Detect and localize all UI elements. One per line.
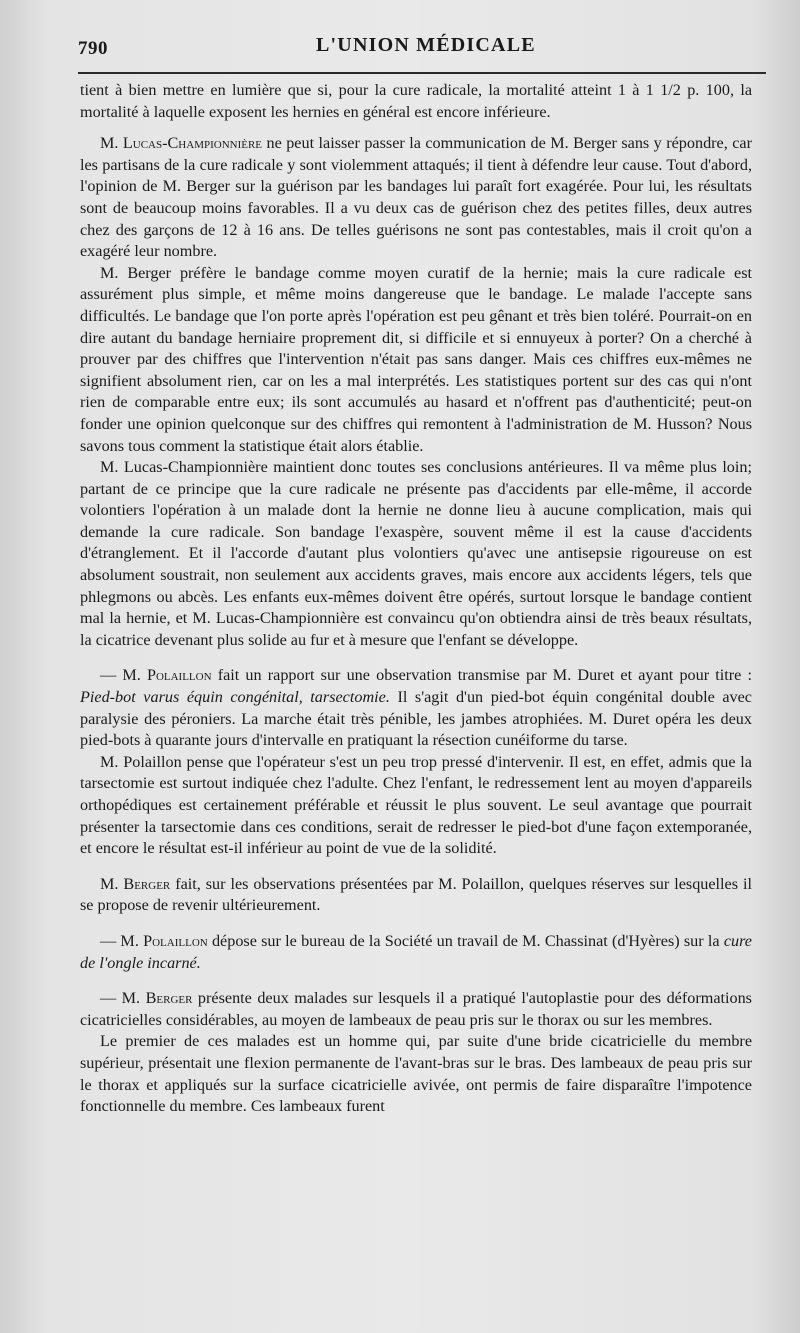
paragraph-first-patient [80,1031,752,1117]
paragraph-text: tient à bien mettre en lumière que si, pour la cure radicale, la mortalité atteint 1 à 1 1/2 p. 100, la mortalité à laquelle exposent les hernies en général est encore inférieure. [80,81,752,121]
paragraph-text: ne peut laisser passer la communication de M. Berger sans y répondre, car les partisans de la cure radicale y sont violemment attaqués; il tient à défendre leur cause. Tout d'abord, l'opinion de M. Berger sur la guérison par les bandages lui paraît fort exagérée. Pour lui, les résultats sont de beaucoup moins favorables. Il a vu deux cas de guérison chez des petites filles, deux autres chez des garçons de 12 à 16 ans. De telles guérisons ne sont pas contestables, mais il croit qu'on a exagéré leur nombre. [80,134,752,261]
paragraph-polaillon-deposit [80,931,752,974]
paragraph-text: fait un rapport sur une observation transmise par M. Duret et ayant pour titre : [211,666,752,685]
paragraph-polaillon-report [80,665,752,751]
journal-title: L'UNION MÉDICALE [316,34,536,56]
paragraph-text: Le premier de ces malades est un homme qui, par suite d'une bride cicatricielle du membre supérieur, présentait une flexion permanente de l'avant-bras sur le bras. Des lambeaux de peau pris sur le thorax et appliqués sur la surface cicatricielle avivée, ont permis de faire disparaître l'impotence fonctionnelle du membre. Ces lambeaux furent [80,1032,752,1116]
paragraph-text: présente deux malades sur lesquels il a pratiqué l'autoplastie pour des déformations cicatricielles considérables, au moyen de lambeaux de peau pris sur le thorax ou sur les membres. [80,989,752,1029]
paragraph-berger-bandage [80,263,752,457]
paragraph-berger-patients [80,988,752,1031]
speaker-name: Polaillon [143,931,208,950]
speaker-name: M. Lucas-Championnière [100,134,263,153]
paragraph-text: M. Polaillon pense que l'opérateur s'est un peu trop pressé d'intervenir. Il est, en effet, admis que la tarsectomie est surtout indiquée chez l'adulte. Chez l'enfant, le redressement lent au moyen d'appareils orthopédiques est certainement préférable et réussit le plus souvent. Le seul avantage que pourrait présenter la tarsectomie dans ces conditions, serait de redresser le pied-bot d'une façon extemporanée, et encore le résultat est-il inférieur au point de vue de la solidité. [80,752,752,858]
paragraph-prefix: — M. [100,666,147,685]
paragraph-text: dépose sur le bureau de la Société un travail de M. Chassinat (d'Hyères) sur la [207,931,724,950]
paragraph-lucas-championniere [80,133,752,263]
article-body [80,80,752,1118]
paragraph-text: M. Lucas-Championnière maintient donc toutes ses conclusions antérieures. Il va même plus loin; partant de ce principe que la cure radicale ne présente pas d'accidents par elle-même, il accorde volontiers l'opération à un malade dont la hernie ne donne lieu à aucune complication, mais qui demande la cure radicale. Son bandage l'exaspère, souvent même il est la cause d'accidents d'étranglement. Et il l'accorde d'autant plus volontiers qu'avec une antisepsie rigoureuse on est absolument soustrait, non seulement aux accidents graves, mais encore aux accidents légers, tels que phlegmons ou abcès. Les enfants eux-mêmes doivent être opérés, surtout lorsque le bandage contient mal la hernie, et M. Lucas-Championnière est convaincu qu'on obtiendra ainsi de très beaux résultats, la cicatrice devenant plus solide au fur et à mesure que l'enfant se développe. [80,458,752,649]
paragraph-prefix: M. [100,874,124,893]
paragraph-text: M. Berger préfère le bandage comme moyen curatif de la hernie; mais la cure radicale est assurément plus simple, et même moins dangereuse que le bandage. Le malade l'accepte sans difficultés. Le bandage que l'on porte après l'opération est peu gênant et très bien toléré. Pourrait-on en dire autant du bandage herniaire proprement dit, si difficile et si ennuyeux à porter? On a cherché à prouver par des chiffres que l'intervention n'était pas sans danger. Mais ces chiffres eux-mêmes ne signifient absolument rien, car on les a mal interprétés. Les statistiques portent sur des cas qui n'ont rien de comparable entre eux; ils sont accumulés au hasard et n'offrent pas d'authenticité; peut-on fonder une opinion quelconque sur des chiffres qui remontent à l'administration de M. Husson? Nous savons tous comment la statistique était alors établie. [80,263,752,455]
paragraph-continuation [80,80,752,123]
speaker-name: Berger [123,874,171,893]
header-rule [78,72,766,74]
page-number: 790 [78,38,108,59]
paragraph-berger-reserves [80,874,752,917]
paragraph-polaillon-opinion [80,752,752,860]
paragraph-text: fait, sur les observations présentées par M. Polaillon, quelques réserves sur lesquelles il se propose de revenir ultérieurement. [80,874,752,915]
paragraph-prefix: — M. [100,931,144,950]
speaker-name: Berger [145,989,193,1008]
paragraph-prefix: — M. [100,989,146,1008]
paragraph-tail: Il s'agit d'un pied-bot équin congénital double avec paralysie des péroniers. La marche était très pénible, les jambes atrophiées. M. Duret opéra les deux pied-bots à quarante jours d'intervalle en pratiquant la résection cunéiforme du tarse. [80,688,752,750]
work-title: cure de l'ongle incarné. [80,931,752,972]
paragraph-conclusions [80,457,752,651]
page-header [78,22,760,62]
observation-title: Pied-bot varus équin congénital, tarsectomie. [80,688,390,707]
speaker-name: Polaillon [146,666,212,685]
